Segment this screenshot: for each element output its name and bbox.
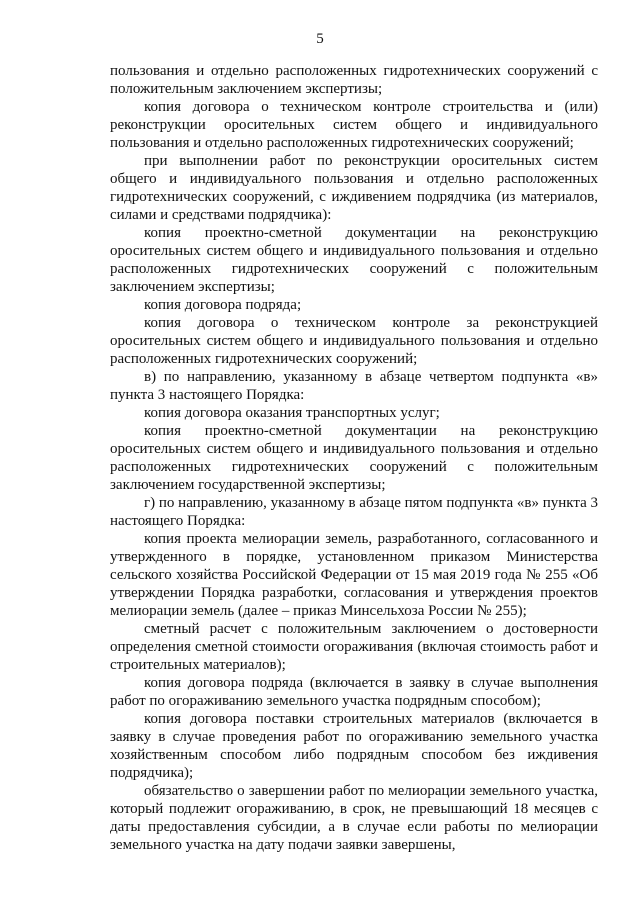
paragraph: копия договора оказания транспортных услуг; — [144, 405, 440, 421]
paragraph: пользования и отдельно расположенных гидротехнических сооружений с положительным заключением экспертизы; — [110, 63, 598, 97]
paragraph: копия проекта мелиорации земель, разработанного, согласованного и утвержденного в порядке, установленном приказом Министерства сельского хозяйства Российской Федерации от 15 мая 2019 года № 255 «Об утверждении Порядка разработки, согласования и утверждения проектов мелиорации земель (далее – приказ Минсельхоза России № 255); — [110, 531, 598, 619]
paragraph: копия договора подряда; — [144, 297, 302, 313]
paragraph: обязательство о завершении работ по мелиорации земельного участка, который подлежит огораживанию, в срок, не превышающий 18 месяцев с даты предоставления субсидии, а в случае если работы по мелиорации земельного участка на дату подачи заявки завершены, — [110, 783, 598, 853]
paragraph: копия проектно-сметной документации на реконструкцию оросительных систем общего и индивидуального пользования и отдельно расположенных гидротехнических сооружений с положительным заключением государственной экспертизы; — [110, 423, 598, 493]
paragraph: сметный расчет с положительным заключением о достоверности определения сметной стоимости огораживания (включая стоимость работ и строительных материалов); — [110, 621, 598, 673]
paragraph: копия проектно-сметной документации на реконструкцию оросительных систем общего и индивидуального пользования и отдельно расположенных гидротехнических сооружений с положительным заключением экспертизы; — [110, 225, 598, 295]
paragraph: копия договора о техническом контроле за реконструкцией оросительных систем общего и индивидуального пользования и отдельно расположенных гидротехнических сооружений; — [110, 315, 598, 367]
paragraph: в) по направлению, указанному в абзаце четвертом подпункта «в» пункта 3 настоящего Порядка: — [110, 369, 598, 403]
paragraph: г) по направлению, указанному в абзаце пятом подпункта «в» пункта 3 настоящего Порядка: — [110, 495, 598, 529]
paragraph: копия договора о техническом контроле строительства и (или) реконструкции оросительных систем общего и индивидуального пользования и отдельно расположенных гидротехнических сооружений; — [110, 99, 598, 151]
page-number: 5 — [316, 31, 324, 47]
paragraph: при выполнении работ по реконструкции оросительных систем общего и индивидуального пользования и отдельно расположенных гидротехнических сооружений, с иждивением подрядчика (из материалов, силами и средствами подрядчика): — [110, 153, 598, 223]
paragraph: копия договора поставки строительных материалов (включается в заявку в случае проведения работ по огораживанию земельного участка хозяйственным способом либо подрядным способом без иждивения подрядчика); — [110, 711, 598, 781]
paragraph: копия договора подряда (включается в заявку в случае выполнения работ по огораживанию земельного участка подрядным способом); — [110, 675, 598, 709]
document-body — [110, 62, 598, 854]
